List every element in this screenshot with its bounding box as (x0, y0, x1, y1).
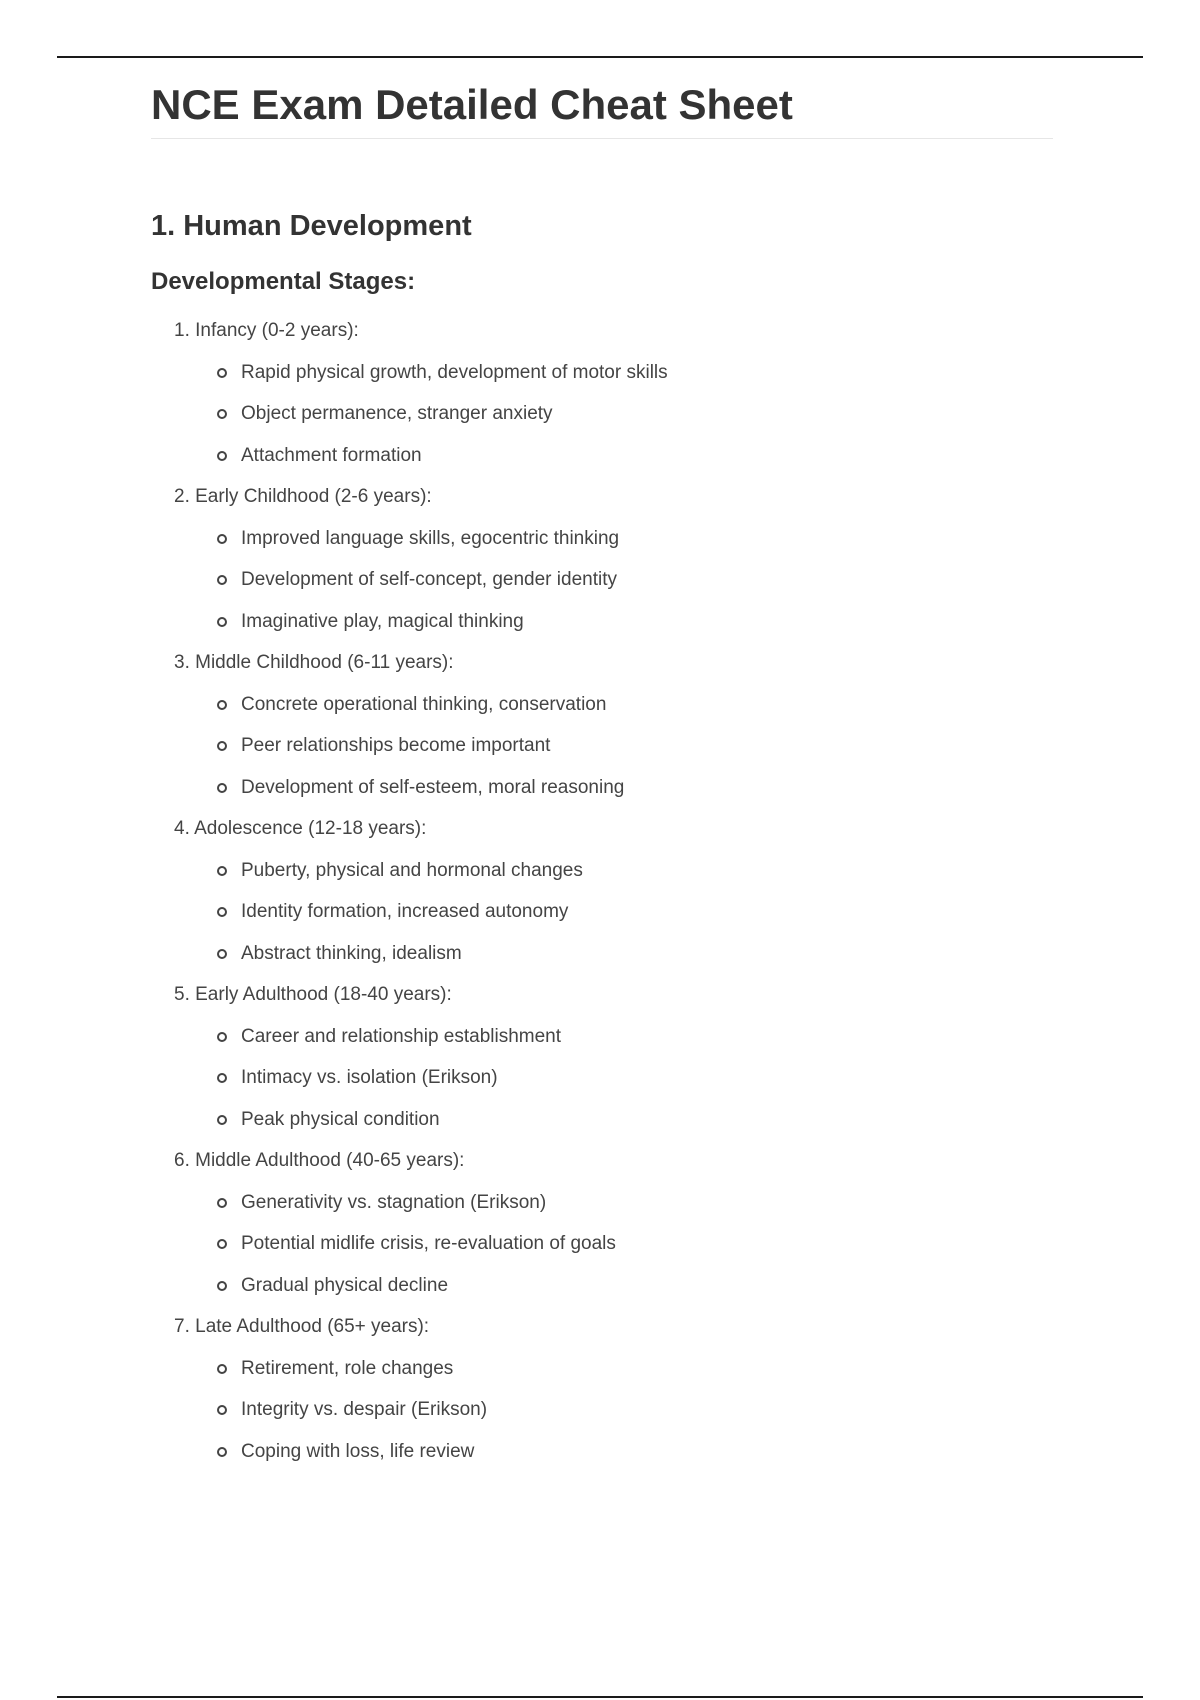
point-text: Retirement, role changes (241, 1357, 454, 1379)
circle-bullet-icon (217, 783, 227, 793)
point-text: Attachment formation (241, 444, 422, 466)
list-item (151, 1348, 1051, 1390)
circle-bullet-icon (217, 1198, 227, 1208)
circle-bullet-icon (217, 907, 227, 917)
document-title: NCE Exam Detailed Cheat Sheet (151, 74, 1053, 139)
list-item (151, 850, 1051, 892)
list-item (151, 601, 1051, 643)
section-title: 1. Human Development (151, 210, 472, 242)
point-text: Object permanence, stranger anxiety (241, 403, 553, 424)
circle-bullet-icon (217, 741, 227, 751)
list-item (151, 393, 1051, 435)
point-text: Concrete operational thinking, conservation (241, 693, 607, 715)
point-text: Imaginative play, magical thinking (241, 610, 524, 632)
circle-bullet-icon (217, 866, 227, 876)
stage-points (151, 684, 1051, 809)
point-text: Generativity vs. stagnation (Erikson) (241, 1191, 547, 1213)
document-page (151, 74, 1053, 1462)
list-item (151, 891, 1051, 933)
stage-points (151, 850, 1051, 975)
list-item (151, 1223, 1051, 1265)
stage-points (151, 1182, 1051, 1307)
list-item (151, 352, 1051, 394)
circle-bullet-icon (217, 1239, 227, 1249)
stage-label: 7. Late Adulthood (65+ years): (174, 1316, 430, 1337)
list-item (151, 518, 1051, 560)
point-text: Improved language skills, egocentric thinking (241, 527, 620, 549)
stage-item (151, 974, 1051, 1140)
list-item (151, 559, 1051, 601)
stage-item (151, 642, 1051, 808)
point-text: Potential midlife crisis, re-evaluation of goals (241, 1233, 616, 1254)
subsection-title: Developmental Stages: (151, 268, 416, 295)
stage-points (151, 518, 1051, 643)
circle-bullet-icon (217, 1405, 227, 1415)
circle-bullet-icon (217, 575, 227, 585)
stage-item (151, 310, 1051, 476)
list-item (151, 933, 1051, 975)
point-text: Career and relationship establishment (241, 1025, 562, 1047)
point-text: Coping with loss, life review (241, 1440, 475, 1462)
stage-item (151, 1306, 1051, 1472)
circle-bullet-icon (217, 1281, 227, 1291)
circle-bullet-icon (217, 617, 227, 627)
point-text: Peer relationships become important (241, 735, 551, 756)
point-text: Identity formation, increased autonomy (241, 901, 569, 922)
bottom-rule (57, 1696, 1143, 1698)
stage-points (151, 352, 1051, 477)
list-item (151, 1431, 1051, 1473)
circle-bullet-icon (217, 1115, 227, 1125)
circle-bullet-icon (217, 1364, 227, 1374)
list-item (151, 767, 1051, 809)
top-rule (57, 56, 1143, 58)
list-item (151, 1057, 1051, 1099)
list-item (151, 1265, 1051, 1307)
stage-label: 1. Infancy (0-2 years): (174, 320, 359, 341)
list-item (151, 1182, 1051, 1224)
circle-bullet-icon (217, 368, 227, 378)
stage-points (151, 1016, 1051, 1141)
list-item (151, 435, 1051, 477)
stage-item (151, 1140, 1051, 1306)
stage-label: 2. Early Childhood (2-6 years): (174, 486, 432, 507)
circle-bullet-icon (217, 451, 227, 461)
stage-label: 6. Middle Adulthood (40-65 years): (174, 1150, 465, 1171)
circle-bullet-icon (217, 1073, 227, 1083)
point-text: Rapid physical growth, development of motor skills (241, 361, 668, 383)
stage-item (151, 808, 1051, 974)
point-text: Intimacy vs. isolation (Erikson) (241, 1067, 498, 1088)
stage-item (151, 476, 1051, 642)
circle-bullet-icon (217, 409, 227, 419)
point-text: Development of self-concept, gender identity (241, 569, 617, 590)
circle-bullet-icon (217, 1032, 227, 1042)
point-text: Integrity vs. despair (Erikson) (241, 1399, 488, 1420)
list-item (151, 684, 1051, 726)
circle-bullet-icon (217, 949, 227, 959)
point-text: Peak physical condition (241, 1108, 440, 1130)
stage-label: 3. Middle Childhood (6-11 years): (174, 652, 454, 673)
point-text: Development of self-esteem, moral reasoning (241, 776, 625, 798)
stage-label: 5. Early Adulthood (18-40 years): (174, 984, 452, 1005)
point-text: Puberty, physical and hormonal changes (241, 859, 583, 881)
stage-list (151, 310, 1051, 1472)
list-item (151, 1016, 1051, 1058)
list-item (151, 1099, 1051, 1141)
circle-bullet-icon (217, 1447, 227, 1457)
point-text: Abstract thinking, idealism (241, 942, 462, 964)
list-item (151, 1389, 1051, 1431)
stage-label: 4. Adolescence (12-18 years): (174, 818, 427, 839)
point-text: Gradual physical decline (241, 1274, 449, 1296)
list-item (151, 725, 1051, 767)
circle-bullet-icon (217, 700, 227, 710)
stage-points (151, 1348, 1051, 1473)
circle-bullet-icon (217, 534, 227, 544)
